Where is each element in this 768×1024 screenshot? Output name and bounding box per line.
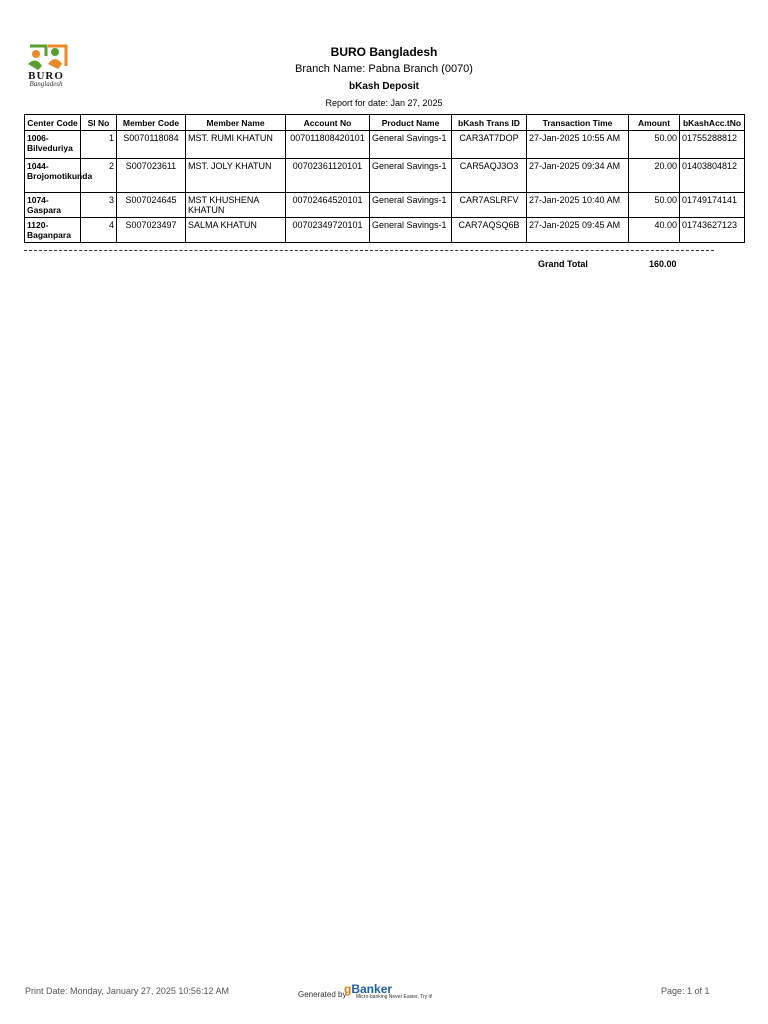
cell-trans-id: CAR7ASLRFV (452, 193, 527, 218)
branch-name: Branch Name: Pabna Branch (0070) (295, 63, 473, 75)
cell-member-name: SALMA KHATUN (186, 218, 286, 243)
cell-amount: 50.00 (629, 193, 680, 218)
cell-amount: 50.00 (629, 131, 680, 159)
cell-bkash-account: 01403804812 (680, 159, 745, 193)
cell-transaction-time: 27-Jan-2025 09:45 AM (527, 218, 629, 243)
grand-total-value: 160.00 (649, 259, 677, 269)
cell-transaction-time: 27-Jan-2025 09:34 AM (527, 159, 629, 193)
cell-member-code: S007023497 (117, 218, 186, 243)
cell-account-no: 00702349720101 (286, 218, 370, 243)
logo-wordmark: BURO (28, 70, 64, 82)
page-number: Page: 1 of 1 (661, 986, 710, 996)
cell-bkash-account: 01743627123 (680, 218, 745, 243)
table-header-row (25, 115, 745, 131)
cell-trans-id: CAR7AQSQ6B (452, 218, 527, 243)
dashed-divider (24, 250, 714, 251)
cell-amount: 20.00 (629, 159, 680, 193)
generated-by-label: Generated by (298, 990, 347, 999)
cell-product-name: General Savings-1 (370, 159, 452, 193)
table-row (25, 193, 745, 218)
deposit-table (24, 114, 745, 243)
cell-trans-id: CAR5AQJ3O3 (452, 159, 527, 193)
grand-total-label: Grand Total (538, 259, 588, 269)
cell-transaction-time: 27-Jan-2025 10:55 AM (527, 131, 629, 159)
cell-sl-no: 3 (81, 193, 117, 218)
gbanker-g: g (344, 982, 352, 996)
col-header-center-code: Center Code (25, 115, 81, 131)
col-header-member-code: Member Code (117, 115, 186, 131)
cell-product-name: General Savings-1 (370, 193, 452, 218)
cell-member-name: MST KHUSHENA KHATUN (186, 193, 286, 218)
cell-account-no: 007011808420101 (286, 131, 370, 159)
col-header-account-no: Account No (286, 115, 370, 131)
cell-member-code: S007024645 (117, 193, 186, 218)
table-row (25, 131, 745, 159)
cell-member-code: S0070118084 (117, 131, 186, 159)
cell-sl-no: 2 (81, 159, 117, 193)
cell-transaction-time: 27-Jan-2025 10:40 AM (527, 193, 629, 218)
col-header-member-name: Member Name (186, 115, 286, 131)
cell-sl-no: 1 (81, 131, 117, 159)
cell-bkash-account: 01749174141 (680, 193, 745, 218)
cell-member-name: MST. JOLY KHATUN (186, 159, 286, 193)
cell-product-name: General Savings-1 (370, 218, 452, 243)
col-header-amount: Amount (629, 115, 680, 131)
report-date: Report for date: Jan 27, 2025 (325, 98, 443, 108)
cell-account-no: 00702361120101 (286, 159, 370, 193)
cell-amount: 40.00 (629, 218, 680, 243)
gbanker-name: Banker (351, 982, 393, 996)
col-header-transaction-time: Transaction Time (527, 115, 629, 131)
col-header-bkash-account: bKashAcc.tNo (680, 115, 745, 131)
cell-center-code: 1006-Bilveduriya (25, 131, 81, 159)
cell-center-code: 1120-Baganpara (25, 218, 81, 243)
col-header-product-name: Product Name (370, 115, 452, 131)
table-row (25, 218, 745, 243)
cell-member-code: S007023611 (117, 159, 186, 193)
cell-center-code: 1074-Gaspara (25, 193, 81, 218)
cell-account-no: 00702464520101 (286, 193, 370, 218)
col-header-trans-id: bKash Trans ID (452, 115, 527, 131)
report-title: bKash Deposit (348, 81, 419, 92)
cell-bkash-account: 01755288812 (680, 131, 745, 159)
print-date: Print Date: Monday, January 27, 2025 10:56:12 AM (25, 986, 229, 996)
table-row (25, 159, 745, 193)
cell-product-name: General Savings-1 (370, 131, 452, 159)
cell-trans-id: CAR3AT7DOP (452, 131, 527, 159)
organization-name: BURO Bangladesh (330, 45, 438, 59)
cell-sl-no: 4 (81, 218, 117, 243)
cell-center-code: 1044-Brojomotikunda (25, 159, 81, 193)
col-header-sl-no: Sl No (81, 115, 117, 131)
logo-subtext: Bangladesh (29, 80, 63, 88)
gbanker-tagline: Micro-banking Never Easier, Try it! (356, 994, 433, 1000)
cell-member-name: MST. RUMI KHATUN (186, 131, 286, 159)
